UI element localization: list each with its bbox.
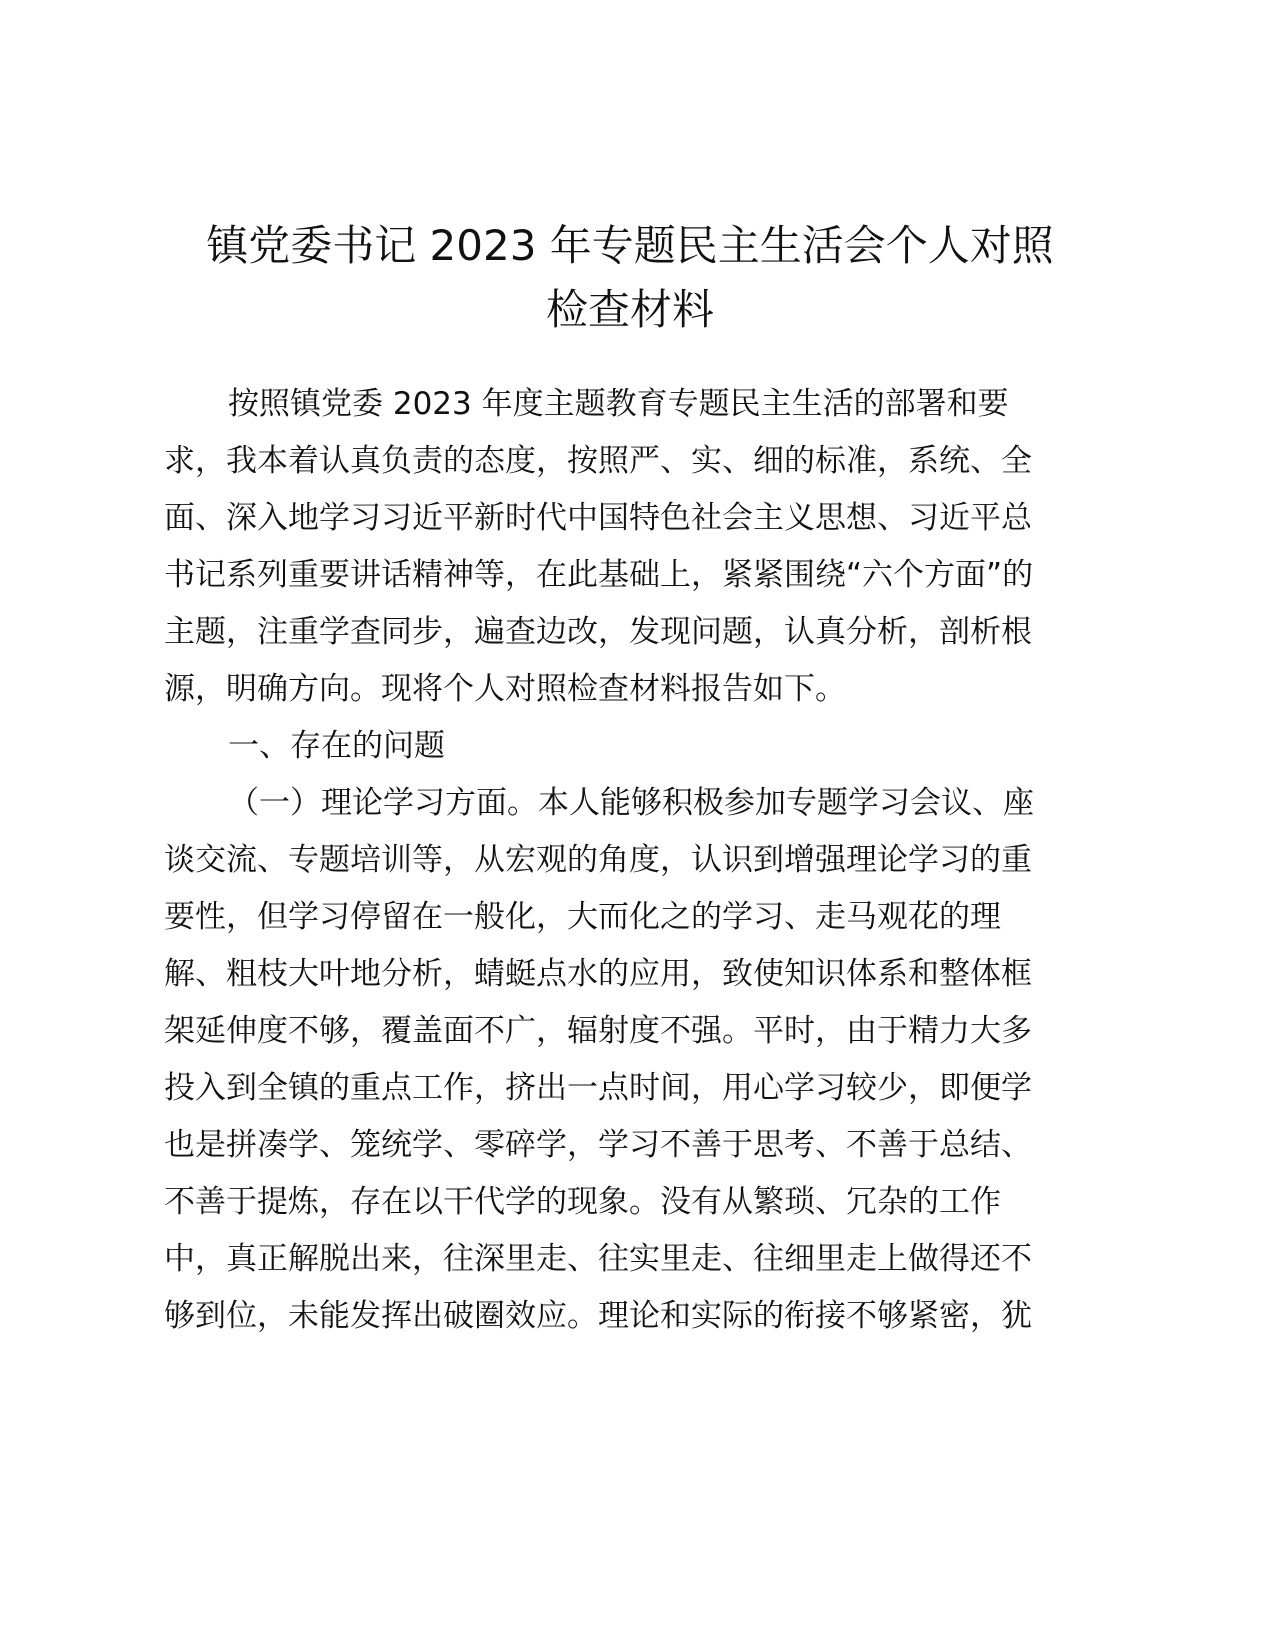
title-line-2: 检查材料: [545, 285, 714, 334]
paragraph-2-line-7: 也是拼凑学、笼统学、零碎学，学习不善于思考、不善于总结、: [164, 1127, 1032, 1163]
paragraph-2-line-9: 中，真正解脱出来，往深里走、往实里走、往细里走上做得还不: [164, 1241, 1032, 1277]
paragraph-2-line-2: 谈交流、专题培训等，从宏观的角度，认识到增强理论学习的重: [164, 842, 1032, 878]
paragraph-1-line-6: 源，明确方向。现将个人对照检查材料报告如下。: [164, 671, 846, 707]
document-title: [160, 214, 1100, 342]
document-body: [164, 376, 1104, 1345]
paragraph-2-line-1: （一）理论学习方面。本人能够积极参加专题学习会议、座: [228, 785, 1034, 821]
paragraph-2-line-5: 架延伸度不够，覆盖面不广，辐射度不强。平时，由于精力大多: [164, 1013, 1032, 1049]
paragraph-1-line-3: 面、深入地学习习近平新时代中国特色社会主义思想、习近平总: [164, 500, 1032, 536]
paragraph-1-line-1: 按照镇党委 2023 年度主题教育专题民主生活的部署和要: [228, 386, 1009, 422]
paragraph-1-line-4: 书记系列重要讲话精神等，在此基础上，紧紧围绕“六个方面”的: [164, 557, 1034, 593]
paragraph-2-line-4: 解、粗枝大叶地分析，蜻蜓点水的应用，致使知识体系和整体框: [164, 956, 1032, 992]
paragraph-2-line-8: 不善于提炼，存在以干代学的现象。没有从繁琐、冗杂的工作: [164, 1184, 1001, 1220]
paragraph-1-line-5: 主题，注重学查同步，遍查边改，发现问题，认真分析，剖析根: [164, 614, 1032, 650]
paragraph-2-line-3: 要性，但学习停留在一般化，大而化之的学习、走马观花的理: [164, 899, 1001, 935]
section-heading: 一、存在的问题: [228, 728, 445, 764]
title-line-1: 镇党委书记 2023 年专题民主生活会个人对照: [206, 221, 1054, 270]
paragraph-2-line-10: 够到位，未能发挥出破圈效应。理论和实际的衔接不够紧密，犹: [164, 1298, 1032, 1334]
paragraph-2-line-6: 投入到全镇的重点工作，挤出一点时间，用心学习较少，即便学: [164, 1070, 1032, 1106]
paragraph-1-line-2: 求，我本着认真负责的态度，按照严、实、细的标准，系统、全: [164, 443, 1032, 479]
